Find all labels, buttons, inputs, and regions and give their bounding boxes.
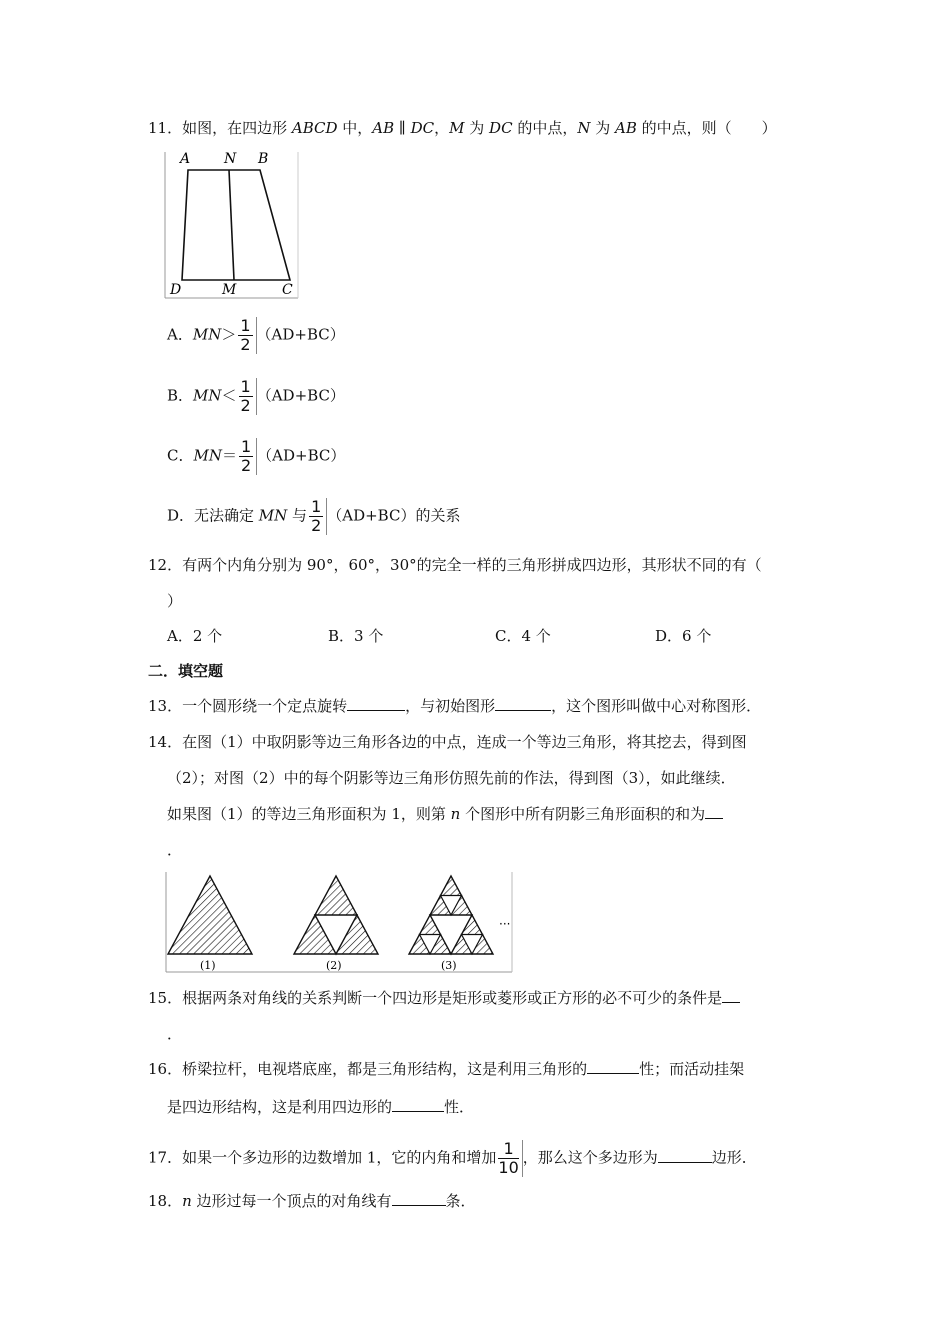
q16-blank-1[interactable]	[587, 1059, 639, 1074]
q13-blank-2[interactable]	[495, 696, 551, 711]
caption-3: (3)	[441, 959, 457, 972]
q12-stem-cont: ）	[167, 592, 183, 610]
q12-stem: 12．有两个内角分别为 90°，60°，30°的完全一样的三角形拼成四边形，其形状不同的有（	[148, 556, 762, 574]
q16-blank-2[interactable]	[392, 1097, 444, 1112]
q14-line4: ．	[167, 841, 183, 859]
section-heading-fill-blank: 二．填空题	[148, 662, 224, 680]
q14-line2: （2）；对图（2）中的每个阴影等边三角形仿照先前的作法，得到图（3），如此继续．	[167, 769, 736, 787]
q12-option-b[interactable]: B．3 个	[328, 627, 384, 645]
q14-ellipsis: ···	[499, 917, 511, 931]
q17-stem: 17．如果一个多边形的边数增加 1，它的内角和增加 $\frac{1}{10}$ ，那么这个多边形为 边形．	[148, 1139, 757, 1177]
q14-line1: 14．在图（1）中取阴影等边三角形各边的中点，连成一个等边三角形，将其挖去，得到图	[148, 733, 747, 751]
q14-sierpinski-figure	[164, 870, 516, 974]
label-D: D	[170, 282, 182, 298]
q15-line1: 15．根据两条对角线的关系判断一个四边形是矩形或菱形或正方形的必不可少的条件是	[148, 987, 740, 1009]
q14-line3: 如果图（1）的等边三角形面积为 1，则第 n 个图形中所有阴影三角形面积的和为	[167, 803, 723, 825]
q11-option-b[interactable]: B．MN＜ $\frac{1}{2}$ （AD+BC）	[167, 377, 345, 415]
q12-option-d[interactable]: D．6 个	[655, 627, 712, 645]
q18-stem: 18．n 边形过每一个顶点的对角线有 条．	[148, 1192, 476, 1210]
q15-line2: ．	[167, 1025, 183, 1043]
q15-blank[interactable]	[722, 988, 740, 1003]
caption-1: (1)	[200, 959, 216, 972]
q16-line1: 16．桥梁拉杆，电视塔底座，都是三角形结构，这是利用三角形的 性；而活动挂架	[148, 1060, 745, 1078]
label-N: N	[224, 151, 237, 167]
q11-stem: 11．如图，在四边形 ABCD 中，AB ∥ DC，M 为 DC 的中点，N 为 AB 的中点，则（ ）	[148, 119, 777, 137]
q14-blank[interactable]	[705, 804, 723, 819]
label-A: A	[180, 151, 191, 167]
q17-blank[interactable]	[658, 1148, 712, 1163]
q11-option-d[interactable]: D．无法确定 MN 与 $\frac{1}{2}$ （AD+BC）的关系	[167, 497, 461, 535]
q18-blank[interactable]	[392, 1191, 446, 1206]
q12-option-c[interactable]: C．4 个	[495, 627, 551, 645]
q11-option-c[interactable]: C．MN＝ $\frac{1}{2}$ （AD+BC）	[167, 437, 346, 475]
label-M: M	[222, 282, 237, 298]
q16-line2: 是四边形结构，这是利用四边形的 性．	[167, 1098, 475, 1116]
q13-stem: 13．一个圆形绕一个定点旋转 ，与初始图形 ，这个图形叫做中心对称图形．	[148, 697, 762, 715]
q13-blank-1[interactable]	[347, 696, 405, 711]
label-B: B	[258, 151, 269, 167]
label-C: C	[282, 282, 293, 298]
q12-option-a[interactable]: A．2 个	[167, 627, 223, 645]
caption-2: (2)	[326, 959, 342, 972]
q11-trapezoid-figure	[164, 148, 300, 300]
q11-option-a[interactable]: A．MN＞ $\frac{1}{2}$ （AD+BC）	[167, 316, 345, 354]
